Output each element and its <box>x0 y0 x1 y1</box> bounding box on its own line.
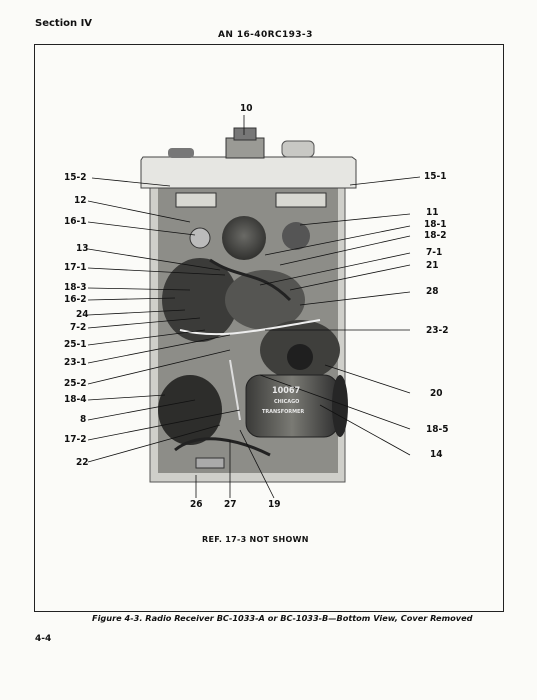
callout-label: 10 <box>240 103 253 114</box>
callout-label: 23-2 <box>426 325 449 336</box>
callout-label: 19 <box>268 499 281 510</box>
callout-label: 15-2 <box>64 172 87 183</box>
nameplate-number: 10067 <box>272 386 301 396</box>
document-number: AN 16-40RC193-3 <box>218 30 313 40</box>
callout-label: 25-1 <box>64 339 87 350</box>
callout-label: 18-3 <box>64 282 87 293</box>
section-heading: Section IV <box>35 18 93 29</box>
callout-label: 28 <box>426 286 439 297</box>
callout-label: 13 <box>76 243 89 254</box>
callout-label: 22 <box>76 457 89 468</box>
callout-label: 17-2 <box>64 434 87 445</box>
callout-label: 11 <box>426 207 439 218</box>
figure-note: REF. 17-3 NOT SHOWN <box>202 535 309 544</box>
callout-label: 12 <box>74 195 87 206</box>
callout-label: 25-2 <box>64 378 87 389</box>
callout-label: 27 <box>224 499 237 510</box>
callout-label: 18-2 <box>424 230 447 241</box>
callout-label: 8 <box>80 414 87 425</box>
callout-label: 17-1 <box>64 262 87 273</box>
page-number: 4-4 <box>35 634 52 644</box>
callout-label: 16-1 <box>64 216 87 227</box>
callout-label: 21 <box>426 260 439 271</box>
callout-label: 14 <box>430 449 443 460</box>
callout-label: 23-1 <box>64 357 87 368</box>
callout-label: 26 <box>190 499 203 510</box>
callout-label: 24 <box>76 309 89 320</box>
callout-label: 18-5 <box>426 424 449 435</box>
nameplate-maker: CHICAGO <box>274 399 300 405</box>
nameplate-type: TRANSFORMER <box>262 409 305 415</box>
callout-label: 18-1 <box>424 219 447 230</box>
callout-label: 15-1 <box>424 171 447 182</box>
figure-caption: Figure 4-3. Radio Receiver BC-1033-A or BC-1033-B—Bottom View, Cover Removed <box>92 613 473 623</box>
callout-label: 18-4 <box>64 394 87 405</box>
callout-label: 7-1 <box>426 247 443 258</box>
callout-label: 7-2 <box>70 322 87 333</box>
callout-label: 20 <box>430 388 443 399</box>
callout-label: 16-2 <box>64 294 87 305</box>
